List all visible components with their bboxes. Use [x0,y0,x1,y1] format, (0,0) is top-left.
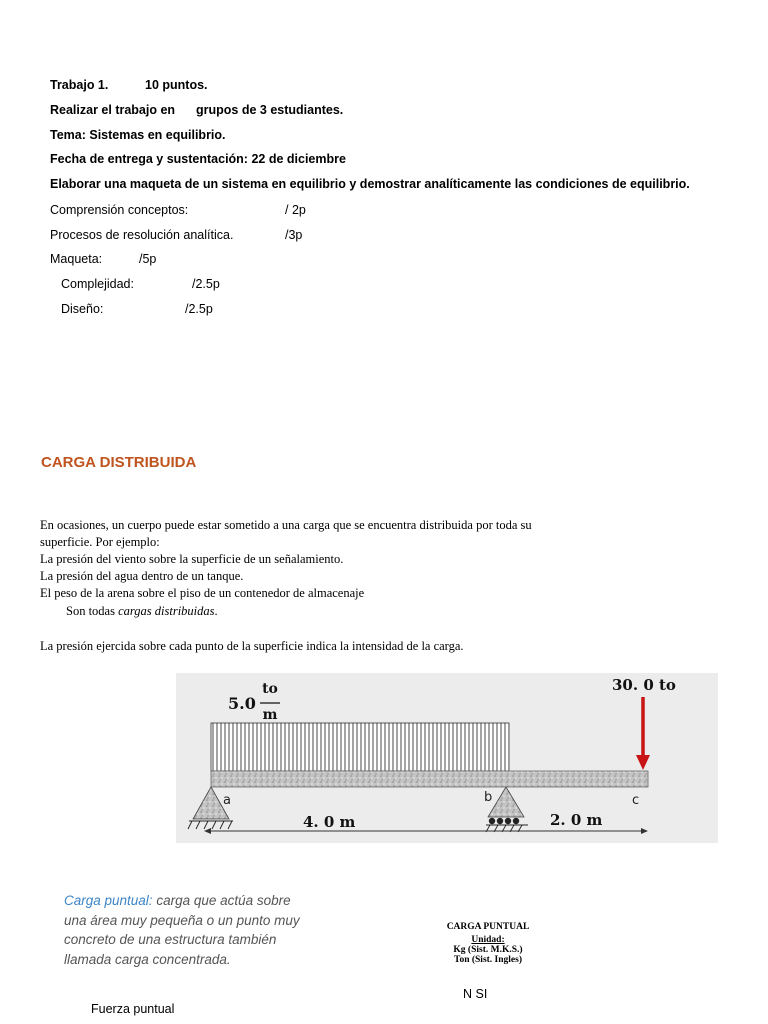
definition-text: carga que actúa sobre [152,893,291,908]
conclusion-suffix: . [214,604,218,618]
rubric-label: Maqueta: [50,252,103,266]
unit-ton: Ton (Sist. Ingles) [453,955,523,965]
conclusion-italic: cargas distribuidas [118,604,215,618]
group-size: grupos de 3 estudiantes. [196,103,344,117]
dist-load-numerator: to [262,681,278,697]
paragraph-line: El peso de la arena sobre el piso de un contenedor de almacenaje [40,586,365,600]
span-bc-label: 2. 0 m [550,811,603,829]
pressure-sentence: La presión ejercida sobre cada punto de la superficie indica la intensidad de la carga. [40,639,464,653]
rubric-points: /2.5p [192,277,220,291]
point-force-label: Fuerza puntual [91,1002,175,1016]
group-instruction: Realizar el trabajo en [50,103,176,117]
definition-line: llamada carga concentrada. [64,951,231,967]
conclusion-prefix: Son todas [66,604,119,618]
section-title: CARGA DISTRIBUIDA [41,454,197,471]
paragraph-line: La presión del viento sobre la superficie de un señalamiento. [40,552,344,566]
span-ab-label: 4. 0 m [303,813,356,831]
paragraph-line: La presión del agua dentro de un tanque. [40,569,244,583]
assignment-points: 10 puntos. [145,78,208,92]
units-title: CARGA PUNTUAL [446,922,530,932]
unit-kg: Kg (Sist. M.K.S.) [453,945,523,955]
due-date-line: Fecha de entrega y sustentación: 22 de diciembre [50,152,346,166]
paragraph-conclusion [66,604,218,619]
units-label: Unidad: [471,935,505,945]
definition-line [64,891,300,911]
task-description: Elaborar una maqueta de un sistema en equilibrio y demostrar analíticamente las condiciones de equilibrio. [50,177,690,191]
assignment-number: Trabajo 1. [50,78,109,92]
rubric-points: /2.5p [185,302,213,316]
label-b: b [484,790,493,805]
rubric-label: Procesos de resolución analítica. [50,228,234,242]
rubric-points: / 2p [285,203,306,217]
point-load-definition [64,891,300,969]
definition-term: Carga puntual: [64,893,153,908]
units-n-si: N SI [463,987,488,1001]
topic-line: Tema: Sistemas en equilibrio. [50,128,226,142]
definition-line: concreto de una estructura también [64,932,277,947]
beam [211,771,648,787]
beam-figure [176,673,718,843]
rubric-label: Complejidad: [61,277,134,291]
label-c: c [632,793,640,808]
rubric-label: Diseño: [61,302,104,316]
rubric-points: /3p [285,228,303,242]
paragraph-line: superficie. Por ejemplo: [40,535,160,549]
definition-line: una área muy pequeña o un punto muy [64,912,300,928]
label-a: a [223,793,231,808]
point-load-label: 30. 0 to [612,676,676,694]
rubric-label: Comprensión conceptos: [50,203,189,217]
units-box [428,922,548,965]
beam-diagram [176,673,718,843]
rubric-points: /5p [139,252,157,266]
dist-load-value: 5.0 [228,694,256,713]
dist-load-denominator: m [262,707,278,723]
paragraph-line: En ocasiones, un cuerpo puede estar sometido a una carga que se encuentra distribuida por toda su [40,518,532,532]
distributed-load-block [211,723,509,771]
